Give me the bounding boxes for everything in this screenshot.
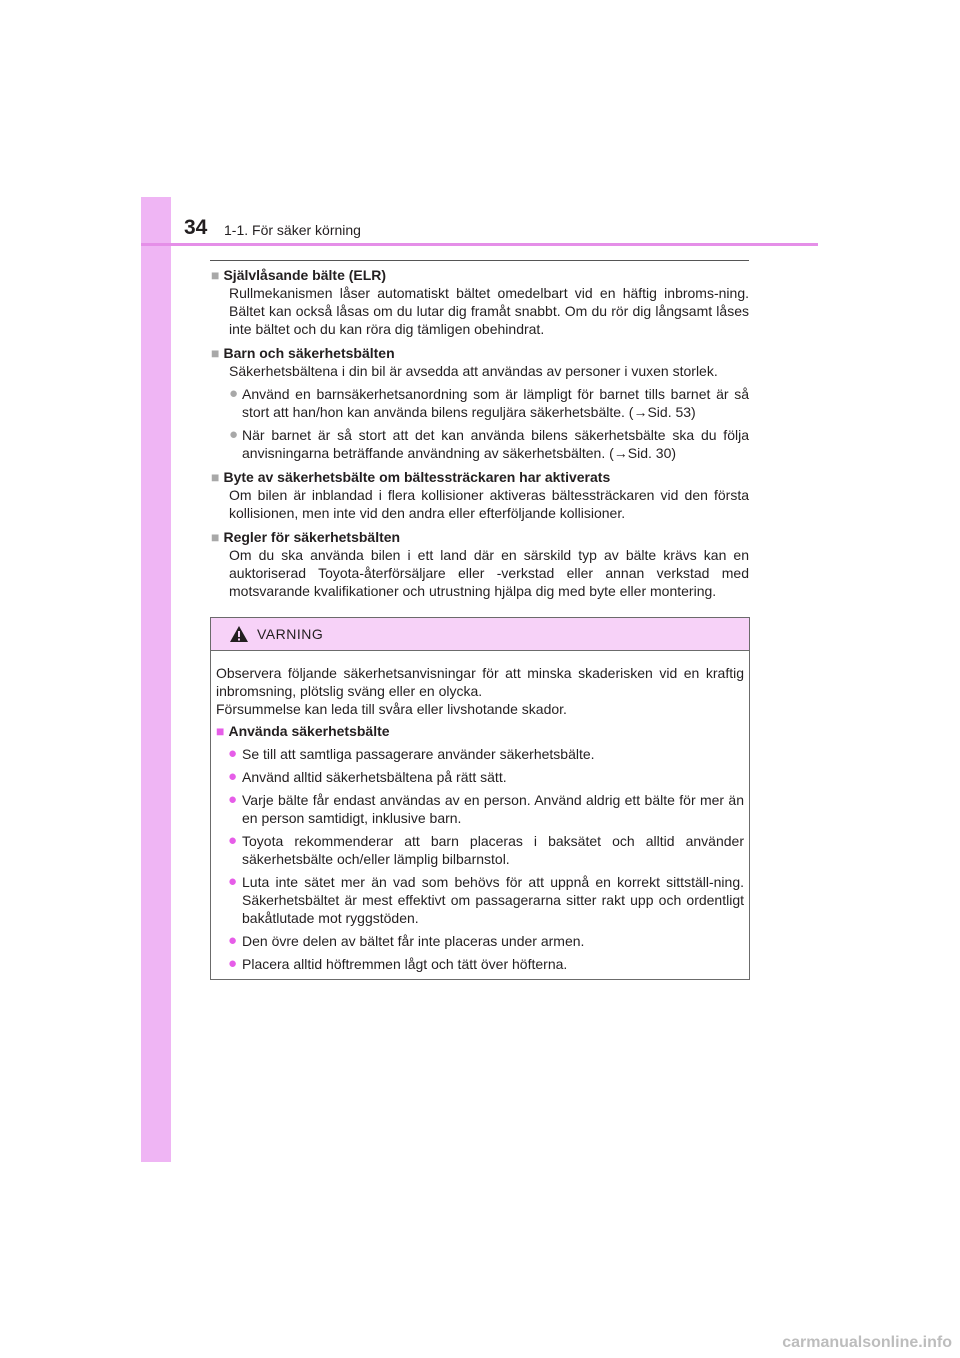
square-bullet-icon: ■ xyxy=(211,267,220,283)
warning-heading: ■ Använda säkerhetsbälte xyxy=(216,723,390,739)
top-rule xyxy=(210,260,749,261)
block-heading: ■ Regler för säkerhetsbälten xyxy=(211,529,401,545)
circle-bullet-icon: ● xyxy=(228,791,238,808)
circle-bullet-icon: ● xyxy=(228,873,238,890)
square-bullet-icon: ■ xyxy=(216,723,225,739)
block-text: Säkerhetsbältena i din bil är avsedda att användas av personer i vuxen storlek. xyxy=(229,363,718,379)
circle-bullet-icon: ● xyxy=(229,385,239,402)
list-item: ● Varje bälte får endast användas av en person. Använd aldrig ett bälte för mer än en person samtidigt, inklusive barn. xyxy=(228,791,744,826)
block-heading: ■ Barn och säkerhetsbälten xyxy=(211,345,395,361)
list-item: ● Placera alltid höftremmen lågt och tätt över höfterna. xyxy=(228,955,568,972)
warning-intro: Observera följande säkerhetsanvisningar för att minska skaderisken vid en kraftig inbromsning, plötslig sväng eller en olycka. xyxy=(216,665,744,699)
warning-body xyxy=(211,651,749,973)
circle-bullet-icon: ● xyxy=(228,932,238,949)
block-elr xyxy=(211,266,749,338)
chapter-tab xyxy=(141,197,171,1162)
list-item: ● Den övre delen av bältet får inte placeras under armen. xyxy=(228,932,585,949)
block-text: Om bilen är inblandad i flera kollisioner aktiveras bältessträckaren vid den första kollisionen, men inte vid den andra eller efterföljande kollisioner. xyxy=(229,487,749,521)
circle-bullet-icon: ● xyxy=(229,426,239,443)
square-bullet-icon: ■ xyxy=(211,529,220,545)
block-pretensioner xyxy=(211,468,749,522)
square-bullet-icon: ■ xyxy=(211,469,220,485)
list-item: ● Luta inte sätet mer än vad som behövs för att uppnå en korrekt sittställ-ning. Säkerhetsbältet är mest effektivt om passagerarna sitter rakt upp och ordentligt bakåtlutade mot ryggstöden. xyxy=(228,873,744,926)
list-item: ● Använd alltid säkerhetsbältena på rätt sätt. xyxy=(228,768,507,785)
warning-box xyxy=(210,617,750,980)
list-item: ● Se till att samtliga passagerare använder säkerhetsbälte. xyxy=(228,745,595,762)
warning-intro-2: Försummelse kan leda till svåra eller livshotande skador. xyxy=(216,701,567,717)
list-item: ● Toyota rekommenderar att barn placeras i baksätet och alltid använder säkerhetsbälte och/eller lämplig bilbarnstol. xyxy=(228,832,744,867)
block-rules xyxy=(211,528,749,600)
square-bullet-icon: ■ xyxy=(211,345,220,361)
header-line xyxy=(141,243,818,246)
section-title: 1-1. För säker körning xyxy=(224,222,361,238)
block-heading: ■ Byte av säkerhetsbälte om bältessträckaren har aktiverats xyxy=(211,469,611,485)
list-item: ● Använd en barnsäkerhetsanordning som är lämpligt för barnet tills barnet är så stort att han/hon kan använda bilens reguljära säkerhetsbälte. (→Sid. 53) xyxy=(229,385,749,420)
circle-bullet-icon: ● xyxy=(228,768,238,785)
circle-bullet-icon: ● xyxy=(228,955,238,972)
watermark[interactable]: carmanualsonline.info xyxy=(782,1334,952,1351)
warning-label: VARNING xyxy=(257,626,324,642)
main-content xyxy=(211,266,749,606)
warning-icon xyxy=(229,625,249,643)
block-heading: ■ Självlåsande bälte (ELR) xyxy=(211,267,387,283)
block-children xyxy=(211,344,749,462)
circle-bullet-icon: ● xyxy=(228,832,238,849)
page-number: 34 xyxy=(184,216,208,239)
list-item: ● När barnet är så stort att det kan använda bilens säkerhetsbälte ska du följa anvisningarna beträffande användning av säkerhetsbälten. (→Sid. 30) xyxy=(229,426,749,461)
warning-header xyxy=(211,618,749,651)
block-text: Rullmekanismen låser automatiskt bältet omedelbart vid en häftig inbroms-ning. Bältet kan också låsas om du lutar dig framåt snabbt. Om du rör dig långsamt låses inte bältet och du kan röra dig tämligen obehindrat. xyxy=(229,285,749,337)
circle-bullet-icon: ● xyxy=(228,745,238,762)
block-text: Om du ska använda bilen i ett land där en särskild typ av bälte krävs kan en auktoriserad Toyota-återförsäljare eller -verkstad eller annan verkstad med motsvarande kvalifikationer och utrustning hjälpa dig med byte eller montering. xyxy=(229,547,749,599)
